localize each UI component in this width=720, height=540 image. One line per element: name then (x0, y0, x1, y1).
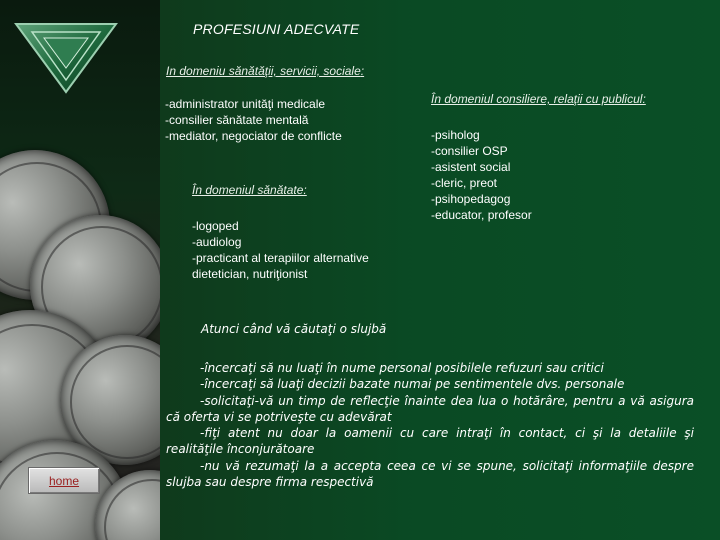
list-item: -practicant al terapiilor alternative (192, 251, 369, 265)
home-link-label[interactable]: home (48, 473, 80, 488)
list-item: -administrator unităţi medicale (165, 97, 326, 111)
list-health (192, 218, 369, 282)
advice-paragraph: -nu vă rezumaţi la a accepta ceea ce vi se spune, solicitaţi informaţiile despre slujba sau despre firma respectivă (166, 458, 694, 490)
list-item: -psihopedagog (431, 192, 511, 206)
list-counseling (431, 127, 532, 223)
list-item: dietetician, nutriţionist (192, 267, 308, 281)
list-item: -asistent social (431, 160, 511, 174)
list-health-social (165, 96, 342, 144)
list-item: -cleric, preot (431, 176, 498, 190)
advice-title: Atunci când vă căutaţi o slujbă (201, 322, 387, 336)
advice-paragraph: -solicitaţi-vă un timp de reflecţie înainte dea lua o hotărâre, pentru a vă asigura că oferta vi se potriveşte cu adevărat (166, 393, 694, 424)
list-item: -consilier OSP (431, 144, 508, 158)
section-heading-health: În domeniul sănătate: (192, 183, 307, 197)
section-heading-counseling: În domeniul consiliere, relaţii cu publicul: (431, 92, 646, 106)
home-button[interactable] (28, 467, 100, 494)
list-item: -consilier sănătate mentală (165, 113, 309, 127)
advice-paragraph: -încercaţi să luaţi decizii bazate numai pe sentimentele dvs. personale (200, 377, 625, 392)
list-item: -mediator, negociator de conflicte (165, 129, 342, 143)
list-item: -educator, profesor (431, 208, 532, 222)
green-triangle-logo-icon (14, 20, 118, 94)
coins-decoration-image (0, 0, 160, 540)
list-item: -psiholog (431, 128, 480, 142)
advice-paragraph: -fiţi atent nu doar la oamenii cu care intraţi în contact, ci şi la detaliile şi realităţile înconjurătoare (166, 426, 694, 457)
advice-text (166, 360, 694, 490)
slide-title: PROFESIUNI ADECVATE (193, 21, 360, 37)
section-heading-health-social: In domeniu sănătăţii, servicii, sociale: (166, 64, 365, 78)
advice-paragraph: -încercaţi să nu luaţi în nume personal posibilele refuzuri sau critici (200, 361, 604, 375)
list-item: -logoped (192, 219, 239, 233)
list-item: -audiolog (192, 235, 242, 249)
